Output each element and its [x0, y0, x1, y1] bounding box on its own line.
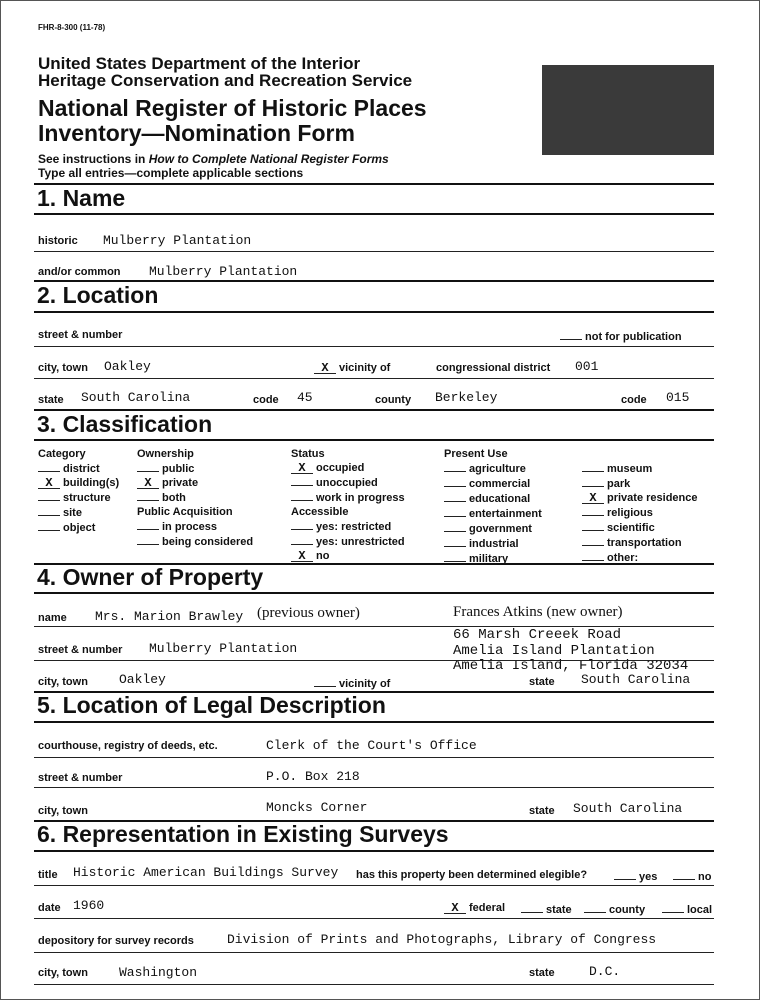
option-label: other:	[607, 552, 639, 564]
state-blank	[521, 902, 543, 913]
checkbox-blank: X	[38, 478, 60, 489]
agency-name: United States Department of the Interior	[38, 54, 361, 73]
vicinity-label: vicinity of	[339, 362, 391, 374]
checkbox-blank	[582, 476, 604, 487]
option-label: public	[162, 463, 195, 475]
owner-street-value: Mulberry Plantation	[149, 641, 298, 656]
category-buildings	[38, 476, 119, 490]
legal-city-label: city, town	[38, 805, 88, 817]
option-label: entertainment	[469, 508, 542, 520]
courthouse-label: courthouse, registry of deeds, etc.	[38, 740, 218, 752]
option-label: religious	[607, 507, 653, 519]
new-owner-note: Frances Atkins (new owner)	[453, 604, 623, 620]
city-value: Oakley	[104, 359, 151, 374]
checkbox-blank	[582, 520, 604, 531]
owner-state-label: state	[529, 676, 555, 688]
option-label: government	[469, 523, 532, 535]
section-4-title: 4. Owner of Property	[37, 564, 264, 590]
checkbox-blank	[291, 519, 313, 530]
common-name-label: and/or common	[38, 266, 121, 278]
survey-title-value: Historic American Buildings Survey	[73, 865, 339, 880]
use-park	[582, 476, 698, 491]
checkbox-blank	[582, 535, 604, 546]
section-5-title: 5. Location of Legal Description	[37, 692, 386, 718]
state-option-label: state	[546, 904, 572, 916]
acquisition-being-considered	[137, 534, 253, 549]
option-label: being considered	[162, 536, 254, 548]
city-label: city, town	[38, 362, 88, 374]
no-label: no	[698, 871, 712, 883]
status-work-in-progress	[291, 490, 405, 505]
category-site	[38, 505, 119, 520]
checkbox-blank	[444, 521, 466, 532]
use-commercial	[444, 476, 542, 491]
checkbox-blank	[137, 490, 159, 501]
accessible-header: Accessible	[291, 506, 349, 518]
checkbox-blank	[38, 461, 60, 472]
yes-label: yes	[639, 871, 658, 883]
form-title-line1: National Register of Historic Places	[38, 95, 427, 121]
accessible-unrestricted	[291, 534, 405, 549]
level-county	[584, 902, 645, 916]
use-religious	[582, 505, 698, 520]
local-blank	[662, 902, 684, 913]
accessible-restricted	[291, 519, 405, 534]
use-museum	[582, 461, 698, 476]
use-entertainment	[444, 506, 542, 521]
category-structure	[38, 490, 119, 505]
option-label: site	[63, 507, 82, 519]
checkbox-blank	[38, 505, 60, 516]
acquisition-header: Public Acquisition	[137, 506, 233, 518]
county-code-value: 015	[666, 390, 690, 405]
checkbox-blank	[444, 476, 466, 487]
state-value: South Carolina	[81, 390, 191, 405]
historic-label: historic	[38, 235, 78, 247]
checkbox-blank	[444, 536, 466, 547]
not-pub-label: not for publication	[585, 331, 682, 343]
depository-city-label: city, town	[38, 967, 88, 979]
option-label: structure	[63, 492, 111, 504]
checkbox-blank	[291, 475, 313, 486]
survey-date-label: date	[38, 902, 61, 914]
option-label: both	[162, 492, 186, 504]
option-label: district	[63, 463, 100, 475]
federal-mark: X	[444, 903, 466, 914]
county-label: county	[375, 394, 412, 406]
option-label: no	[316, 550, 330, 562]
present-use-header: Present Use	[444, 448, 508, 460]
option-label: agriculture	[469, 463, 526, 475]
use-private-residence	[582, 491, 698, 505]
instructions-line	[38, 152, 389, 166]
depository-state-label: state	[529, 967, 555, 979]
level-federal	[444, 902, 505, 914]
depository-city-value: Washington	[119, 965, 198, 980]
street-label: street & number	[38, 329, 123, 341]
county-option-label: county	[609, 904, 646, 916]
owner-name-value: Mrs. Marion Brawley	[95, 609, 244, 624]
category-header: Category	[38, 448, 86, 460]
status-occupied	[291, 461, 405, 475]
level-state	[521, 902, 572, 916]
checkbox-blank	[291, 490, 313, 501]
option-label: scientific	[607, 522, 655, 534]
checkbox-blank	[444, 551, 466, 562]
congressional-district-label: congressional district	[436, 362, 551, 374]
use-agriculture	[444, 461, 542, 476]
use-government	[444, 521, 542, 536]
depository-state-value: D.C.	[589, 964, 621, 979]
owner-state-value: South Carolina	[581, 672, 691, 687]
option-label: building(s)	[63, 477, 120, 489]
owner-name-label: name	[38, 612, 67, 624]
owner-vicinity-label: vicinity of	[339, 678, 391, 690]
eligibility-yes	[614, 869, 657, 883]
owner-street-label: street & number	[38, 644, 123, 656]
federal-label: federal	[469, 902, 506, 914]
category-object	[38, 520, 119, 535]
ownership-header: Ownership	[137, 448, 194, 460]
checkbox-blank: X	[582, 493, 604, 504]
not-for-publication	[560, 329, 682, 343]
county-blank	[584, 902, 606, 913]
new-owner-address-line2: Amelia Island Plantation	[453, 643, 655, 659]
survey-title-label: title	[38, 869, 58, 881]
congressional-district-value: 001	[575, 359, 599, 374]
option-label: military	[469, 553, 509, 565]
checkbox-blank	[38, 520, 60, 531]
form-id: FHR-8-300 (11-78)	[38, 23, 106, 32]
present-use-column-2	[582, 461, 698, 565]
ownership-column	[137, 447, 253, 549]
form-title-line2: Inventory—Nomination Form	[38, 120, 355, 146]
option-label: yes: restricted	[316, 521, 392, 533]
eligibility-question: has this property been determined elegible?	[356, 869, 588, 881]
use-transportation	[582, 535, 698, 550]
legal-city-value: Moncks Corner	[266, 800, 368, 815]
section-3-title: 3. Classification	[37, 411, 213, 437]
checkbox-blank	[137, 534, 159, 545]
option-label: unoccupied	[316, 477, 378, 489]
ownership-public	[137, 461, 253, 476]
checkbox-blank	[582, 461, 604, 472]
courthouse-value: Clerk of the Court's Office	[266, 738, 477, 753]
use-educational	[444, 491, 542, 506]
checkbox-blank	[137, 519, 159, 530]
owner-vicinity-field	[314, 676, 390, 690]
option-label: transportation	[607, 537, 682, 549]
use-industrial	[444, 536, 542, 551]
option-label: commercial	[469, 478, 531, 490]
yes-blank	[614, 869, 636, 880]
legal-state-label: state	[529, 805, 555, 817]
section-2-title: 2. Location	[37, 282, 159, 308]
option-label: park	[607, 478, 631, 490]
present-use-column-1	[444, 447, 542, 566]
eligibility-no	[673, 869, 711, 883]
legal-street-label: street & number	[38, 772, 123, 784]
option-label: object	[63, 522, 96, 534]
depository-label: depository for survey records	[38, 935, 194, 947]
category-district	[38, 461, 119, 476]
legal-state-value: South Carolina	[573, 801, 683, 816]
redacted-stamp-box	[542, 65, 714, 155]
option-label: private	[162, 477, 199, 489]
legal-street-value: P.O. Box 218	[266, 769, 360, 784]
previous-owner-note: (previous owner)	[257, 605, 360, 621]
common-name-value: Mulberry Plantation	[149, 264, 298, 279]
checkbox-blank	[444, 461, 466, 472]
accessible-no	[291, 549, 405, 563]
status-column	[291, 447, 405, 563]
checkbox-blank: X	[291, 463, 313, 474]
not-pub-blank	[560, 329, 582, 340]
ownership-both	[137, 490, 253, 505]
option-label: yes: unrestricted	[316, 536, 405, 548]
owner-city-value: Oakley	[119, 672, 166, 687]
new-owner-address-line3: Amelia Island, Florida 32034	[453, 658, 689, 674]
checkbox-blank	[582, 550, 604, 561]
status-unoccupied	[291, 475, 405, 490]
owner-city-label: city, town	[38, 676, 88, 688]
vicinity-mark: X	[314, 363, 336, 374]
status-header: Status	[291, 448, 325, 460]
instructions-title: How to Complete National Register Forms	[148, 152, 389, 166]
state-code-value: 45	[297, 390, 313, 405]
option-label: occupied	[316, 462, 365, 474]
category-column	[38, 447, 119, 535]
depository-value: Division of Prints and Photographs, Library of Congress	[227, 932, 657, 947]
no-blank	[673, 869, 695, 880]
option-label: work in progress	[316, 492, 405, 504]
option-label: industrial	[469, 538, 519, 550]
acquisition-in-process	[137, 519, 253, 534]
option-label: educational	[469, 493, 531, 505]
option-label: in process	[162, 521, 218, 533]
new-owner-address-line1: 66 Marsh Creeek Road	[453, 627, 622, 643]
service-name: Heritage Conservation and Recreation Service	[38, 71, 413, 90]
checkbox-blank	[291, 534, 313, 545]
instructions-prefix: See instructions in	[38, 152, 149, 166]
ownership-private	[137, 476, 253, 490]
owner-vicinity-blank	[314, 676, 336, 687]
checkbox-blank	[137, 461, 159, 472]
option-label: private residence	[607, 492, 698, 504]
section-6-title: 6. Representation in Existing Surveys	[37, 821, 449, 847]
checkbox-blank: X	[137, 478, 159, 489]
vicinity-field	[314, 362, 390, 374]
local-option-label: local	[687, 904, 713, 916]
checkbox-blank: X	[291, 551, 313, 562]
option-label: museum	[607, 463, 653, 475]
checkbox-blank	[38, 490, 60, 501]
checkbox-blank	[444, 506, 466, 517]
level-local	[662, 902, 712, 916]
survey-date-value: 1960	[73, 898, 105, 913]
checkbox-blank	[582, 505, 604, 516]
checkbox-blank	[444, 491, 466, 502]
county-value: Berkeley	[435, 390, 498, 405]
county-code-label: code	[621, 394, 647, 406]
state-code-label: code	[253, 394, 279, 406]
use-scientific	[582, 520, 698, 535]
state-label: state	[38, 394, 64, 406]
section-1-title: 1. Name	[37, 185, 126, 211]
historic-name-value: Mulberry Plantation	[103, 233, 252, 248]
type-instructions: Type all entries—complete applicable sections	[38, 166, 304, 180]
